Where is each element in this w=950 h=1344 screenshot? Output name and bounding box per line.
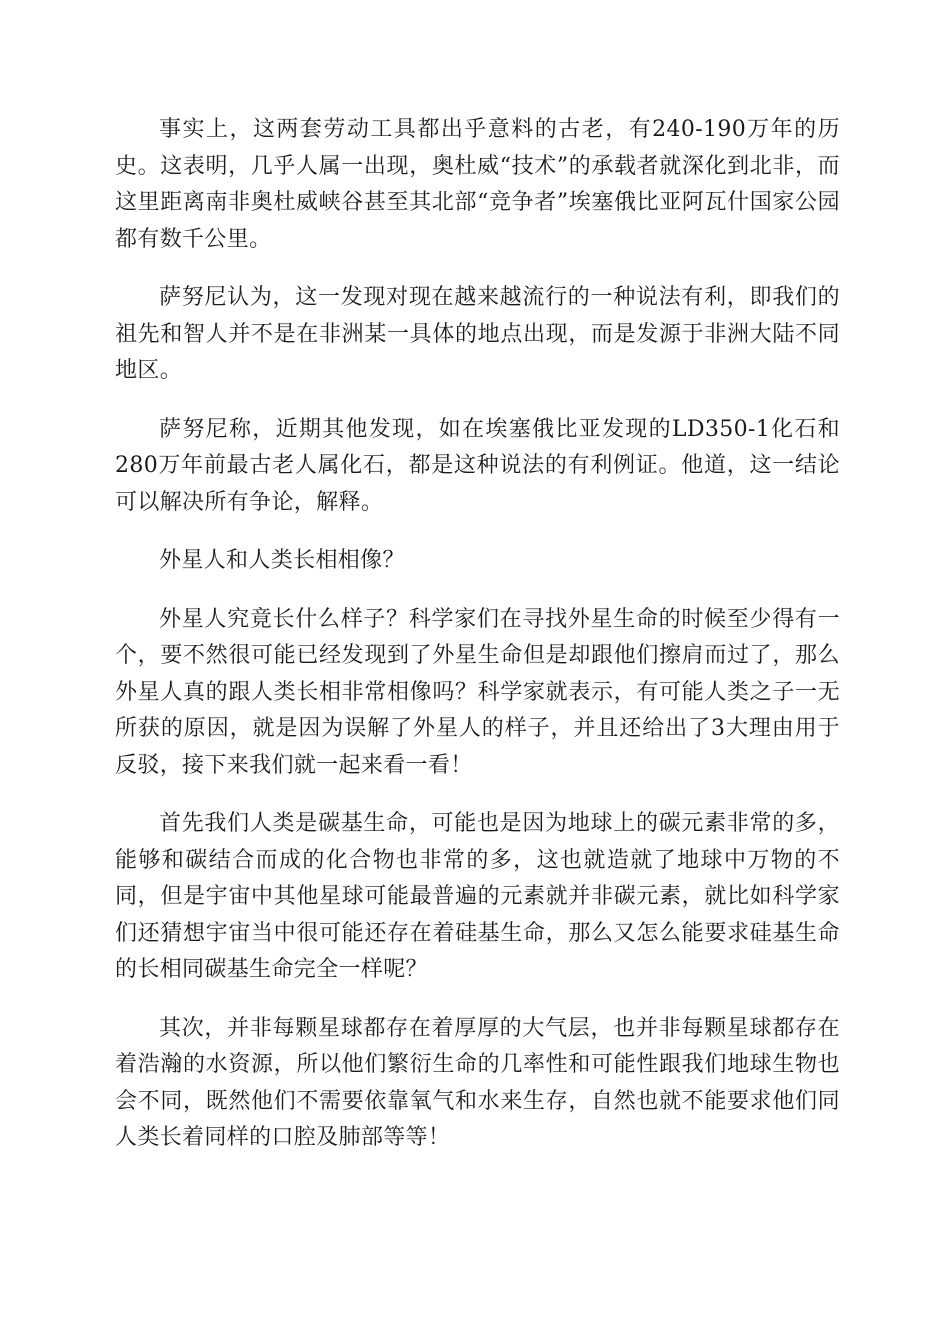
paragraph-atmosphere-water: 其次，并非每颗星球都存在着厚厚的大气层，也并非每颗星球都存在着浩瀚的水资源，所以他们繁衍生命的几率性和可能性跟我们地球生物也会不同，既然他们不需要依靠氧气和水来生存，自然也就不能要求他们同人类长着同样的口腔及肺部等等！	[115, 1015, 840, 1150]
paragraph-carbon-based: 首先我们人类是碳基生命，可能也是因为地球上的碳元素非常的多，能够和碳结合而成的化合物也非常的多，这也就造就了地球中万物的不同，但是宇宙中其他星球可能最普遍的元素就并非碳元素，就比如科学家们还猜想宇宙当中很可能还存在着硅基生命，那么又怎么能要求硅基生命的长相同碳基生命完全一样呢？	[115, 811, 840, 982]
paragraph-tools-age: 事实上，这两套劳动工具都出乎意料的古老，有240-190万年的历史。这表明，几乎人属一出现，奥杜威“技术”的承载者就深化到北非，而这里距离南非奥杜威峡谷甚至其北部“竞争者”埃塞俄比亚阿瓦什国家公园都有数千公里。	[115, 117, 840, 252]
section-heading: 外星人和人类长相相像？	[159, 548, 405, 573]
paragraph-sahnouni-view: 萨努尼认为，这一发现对现在越来越流行的一种说法有利，即我们的祖先和智人并不是在非洲某一具体的地点出现，而是发源于非洲大陆不同地区。	[115, 285, 840, 383]
paragraph-evidence: 萨努尼称，近期其他发现，如在埃塞俄比亚发现的LD350-1化石和280万年前最古老人属化石，都是这种说法的有利例证。他道，这一结论可以解决所有争论，解释。	[115, 416, 840, 515]
paragraph-alien-appearance: 外星人究竟长什么样子？科学家们在寻找外星生命的时候至少得有一个，要不然很可能已经发现到了外星生命但是却跟他们擦肩而过了，那么外星人真的跟人类长相非常相像吗？科学家就表示，有可能人类之子一无所获的原因，就是因为误解了外星人的样子，并且还给出了3大理由用于反驳，接下来我们就一起来看一看！	[115, 606, 840, 778]
document-body	[115, 112, 840, 1179]
